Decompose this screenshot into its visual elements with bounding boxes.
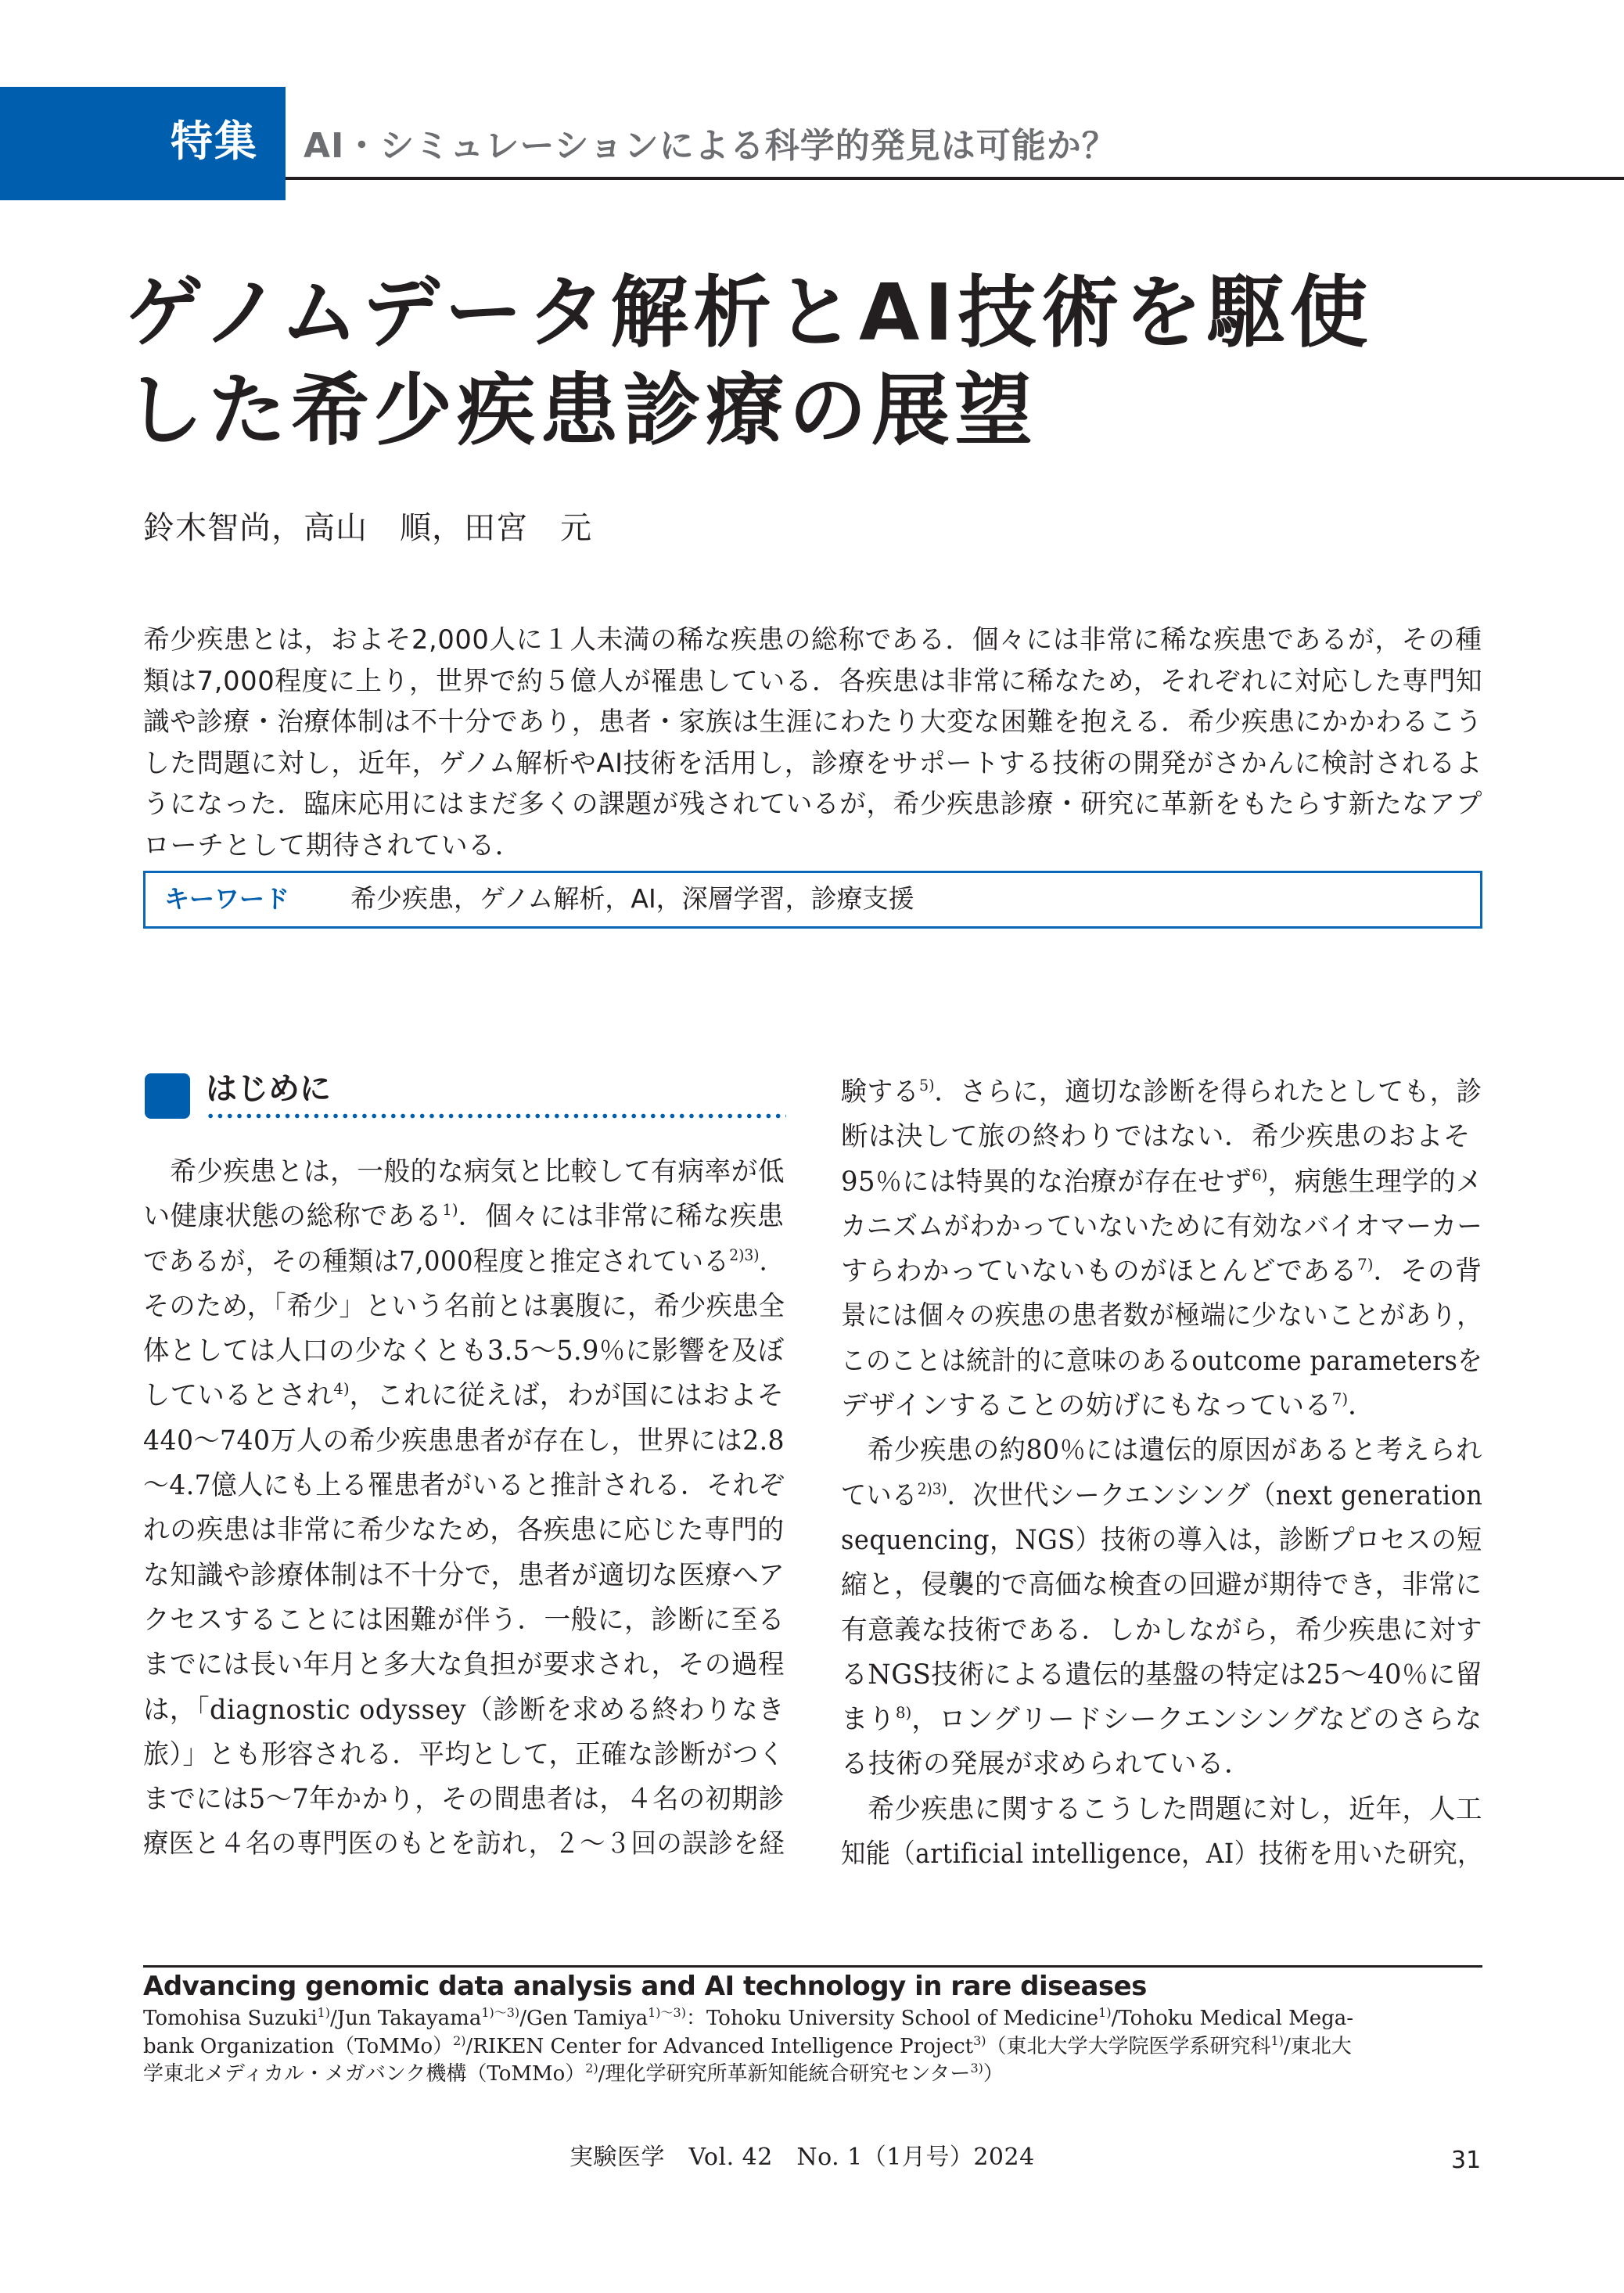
text-segment: 有意義な技術である．しかしながら，希少疾患に対す (841, 1614, 1482, 1646)
text-segment: しているとされ (143, 1380, 334, 1412)
reference-superscript: 1) (317, 2005, 330, 2020)
text-segment: 旅）」とも形容される．平均として，正確な診断がつく (143, 1738, 785, 1770)
reference-superscript: 2) (585, 2061, 598, 2076)
text-line (841, 1608, 1482, 1653)
text-segment: ：Tohoku University School of Medicine (685, 2007, 1099, 2030)
reference-superscript: 5) (919, 1076, 935, 1094)
text-line (143, 1329, 785, 1374)
reference-superscript: 2)3) (729, 1245, 760, 1264)
series-title: AI・シミュレーションによる科学的発見は可能か？ (304, 126, 1117, 166)
text-line (841, 1160, 1483, 1205)
text-segment: bank Organization（ToMMo） (143, 2034, 454, 2058)
text-segment: ．個々には非常に稀な疾患 (458, 1201, 785, 1233)
article-title-line-1: ゲノムデータ解析とAI技術を駆使 (125, 267, 1373, 358)
text-segment: まり (841, 1704, 896, 1736)
reference-superscript: 7) (1331, 1389, 1349, 1409)
text-segment: 断は決して旅の終わりではない．希少疾患のおよそ (841, 1121, 1471, 1153)
text-segment: までには長い年月と多大な負担が要求され，その過程 (143, 1649, 785, 1681)
abstract-line: 希少疾患とは，およそ2,000人に１人未満の稀な疾患の総称である．個々には非常に稀な疾患であるが，その種 (143, 624, 1482, 656)
text-line (841, 1205, 1483, 1249)
text-segment: /Gen Tamiya (519, 2007, 649, 2030)
authors: 鈴木智尚，高山 順，田宮 元 (143, 510, 592, 546)
text-segment: ている (841, 1479, 918, 1511)
text-segment: ，病態生理学的メ (1267, 1166, 1483, 1198)
keyword-list: 希少疾患，ゲノム解析，AI，深層学習，診療支援 (350, 883, 914, 914)
text-line (143, 2005, 1482, 2033)
reference-superscript: 7) (1357, 1255, 1374, 1274)
text-line (143, 1464, 785, 1508)
text-segment: そのため，「希少」という名前とは裏腹に，希少疾患全 (143, 1290, 785, 1322)
text-segment: デザインすることの妨げにもなっている (841, 1390, 1332, 1422)
text-segment: ．次世代シークエンシング（next generation (947, 1479, 1483, 1511)
text-segment: 希少疾患とは，一般的な病気と比較して有病率が低 (143, 1156, 785, 1188)
text-segment: （東北大学大学院医学系研究科 (986, 2034, 1271, 2058)
text-line (841, 1832, 1482, 1877)
text-line (143, 1688, 785, 1733)
reference-superscript: 1) (442, 1200, 458, 1220)
abstract-line: 識や診療・治療体制は不十分であり，患者・家族は生涯にわたり大変な困難を抱える．希少疾患にかかわるこう (143, 706, 1482, 738)
text-segment: /RIKEN Center for Advanced Intelligence Project (465, 2034, 974, 2058)
text-segment: ，ロングリードシークエンシングなどのさらな (911, 1704, 1482, 1736)
text-line (143, 1285, 785, 1329)
text-line (841, 1384, 1482, 1429)
section-dotted-rule (206, 1113, 786, 1119)
text-line (841, 1070, 1482, 1115)
text-segment: Tomohisa Suzuki (143, 2007, 318, 2030)
text-segment: クセスすることには困難が伴う．一般に，診断に至る (143, 1604, 785, 1636)
keyword-box (143, 871, 1482, 929)
text-line (143, 1643, 785, 1687)
abstract-line: した問題に対し，近年，ゲノム解析やAI技術を活用し，診療をサポートする技術の開発がさかんに検討されるよ (143, 747, 1483, 779)
text-line (143, 1822, 785, 1867)
text-segment: 景には個々の疾患の患者数が極端に少ないことがあり， (841, 1300, 1482, 1332)
text-line (841, 1294, 1482, 1339)
text-segment: までには5～7年かかり，その間患者は，４名の初期診 (143, 1784, 785, 1816)
reference-superscript: 3) (970, 2061, 983, 2076)
body-column-right (841, 1070, 1482, 1877)
text-line (841, 1429, 1482, 1473)
text-line (841, 1474, 1483, 1518)
text-segment: ． (759, 1245, 785, 1278)
reference-superscript: 1)～3) (648, 2005, 686, 2020)
text-line (143, 1150, 785, 1195)
text-segment: 体としては人口の少なくとも3.5～5.9％に影響を及ぼ (143, 1335, 785, 1368)
reference-superscript: 2)3) (917, 1479, 947, 1498)
text-segment: 440～740万人の希少疾患患者が存在し，世界には2.8 (143, 1425, 785, 1457)
reference-superscript: 1) (1098, 2005, 1112, 2020)
reference-superscript: 2) (453, 2032, 466, 2048)
text-segment: 知能（artificial intelligence，AI）技術を用いた研究， (841, 1838, 1482, 1871)
text-line (841, 1788, 1482, 1832)
feature-label: 特集 (171, 117, 258, 166)
text-line (841, 1698, 1481, 1742)
text-segment: 学東北メディカル・メガバンク機構（ToMMo） (143, 2062, 586, 2086)
text-segment: このことは統計的に意味のあるoutcome parametersを (841, 1345, 1483, 1377)
text-segment: sequencing，NGS）技術の導入は，診断プロセスの短 (841, 1524, 1482, 1556)
footer-rule (143, 1965, 1482, 1968)
text-segment: ． (1348, 1390, 1376, 1422)
page-number: 31 (1451, 2147, 1482, 2174)
abstract-line: 類は7,000程度に上り，世界で約５億人が罹患している．各疾患は非常に稀なため，それぞれに対応した専門知 (143, 665, 1483, 697)
text-segment: る技術の発展が求められている． (841, 1749, 1252, 1781)
article-title-line-2: した希少疾患診療の展望 (125, 365, 1037, 456)
text-segment: い健康状態の総称である (143, 1201, 443, 1233)
text-line (143, 1508, 785, 1553)
abstract-line: ローチとして期待されている． (143, 829, 523, 861)
section-title: はじめに (206, 1071, 331, 1107)
text-segment: は，「diagnostic odyssey（診断を求める終わりなき (143, 1694, 785, 1726)
text-segment: /理化学研究所革新知能統合研究センター (598, 2062, 971, 2086)
text-segment: ．さらに，適切な診断を得られたとしても，診 (934, 1076, 1482, 1108)
text-line (841, 1339, 1483, 1384)
text-segment: 95％には特異的な治療が存在せず (841, 1166, 1252, 1198)
text-line (143, 1374, 785, 1418)
text-line (841, 1249, 1482, 1294)
text-line (143, 1733, 785, 1777)
header-rule (286, 177, 1624, 180)
text-segment: 希少疾患の約80％には遺伝的原因があると考えられ (841, 1435, 1482, 1467)
text-segment: /Jun Takayama (329, 2007, 482, 2030)
text-line (143, 1554, 785, 1598)
text-line (143, 1777, 785, 1822)
text-line (143, 1419, 785, 1464)
reference-superscript: 1) (1270, 2032, 1284, 2048)
text-segment: ） (983, 2062, 1004, 2086)
text-line (841, 1653, 1482, 1698)
text-segment: ～4.7億人にも上る罹患者がいると推計される．それぞ (143, 1470, 785, 1502)
text-segment: ，これに従えば，わが国にはおよそ (349, 1380, 785, 1412)
affiliations (143, 2005, 1482, 2089)
text-line (143, 1240, 785, 1285)
text-line (841, 1115, 1482, 1159)
reference-superscript: 4) (333, 1379, 350, 1399)
text-segment: 療医と４名の専門医のもとを訪れ，２～３回の誤診を経 (143, 1828, 785, 1860)
text-line (143, 2061, 1482, 2089)
feature-band (0, 87, 286, 200)
text-line (841, 1563, 1482, 1608)
text-segment: すらわかっていないものがほとんどである (841, 1256, 1358, 1288)
reference-superscript: 3) (973, 2032, 986, 2048)
text-segment: カニズムがわかっていないために有効なバイオマーカー (841, 1210, 1483, 1242)
keyword-label: キーワード (164, 884, 290, 914)
journal-citation: 実験医学 Vol. 42 No. 1（1月号）2024 (569, 2144, 1035, 2171)
text-segment: であるが，その種類は7,000程度と推定されている (143, 1245, 730, 1278)
abstract-line: うになった．臨床応用にはまだ多くの課題が残されているが，希少疾患診療・研究に革新をもたらす新たなアプ (143, 789, 1482, 820)
text-line (143, 1195, 785, 1239)
text-line (841, 1742, 1482, 1787)
text-segment: 縮と，侵襲的で高価な検査の回避が期待でき，非常に (841, 1569, 1482, 1601)
body-column-left (143, 1150, 785, 1867)
section-marker-icon (145, 1073, 190, 1119)
reference-superscript: 6) (1252, 1165, 1268, 1184)
english-title: Advancing genomic data analysis and AI technology in rare diseases (143, 1971, 1147, 2002)
text-segment: 験する (841, 1076, 919, 1108)
text-segment: /東北大 (1283, 2034, 1352, 2058)
text-line (143, 2033, 1482, 2061)
text-line (143, 1598, 785, 1643)
text-segment: れの疾患は非常に希少なため，各疾患に応じた専門的 (143, 1515, 785, 1547)
text-segment: な知識や診療体制は不十分で，患者が適切な医療へア (143, 1559, 785, 1591)
text-segment: 希少疾患に関するこうした問題に対し，近年，人工 (841, 1793, 1482, 1825)
reference-superscript: 1)～3) (481, 2005, 520, 2020)
text-line (841, 1518, 1482, 1563)
text-segment: /Tohoku Medical Mega- (1111, 2007, 1354, 2030)
text-segment: るNGS技術による遺伝的基盤の特定は25～40％に留 (841, 1659, 1482, 1691)
abstract (143, 620, 1482, 866)
text-segment: ．その背 (1373, 1256, 1482, 1288)
reference-superscript: 8) (895, 1703, 912, 1723)
